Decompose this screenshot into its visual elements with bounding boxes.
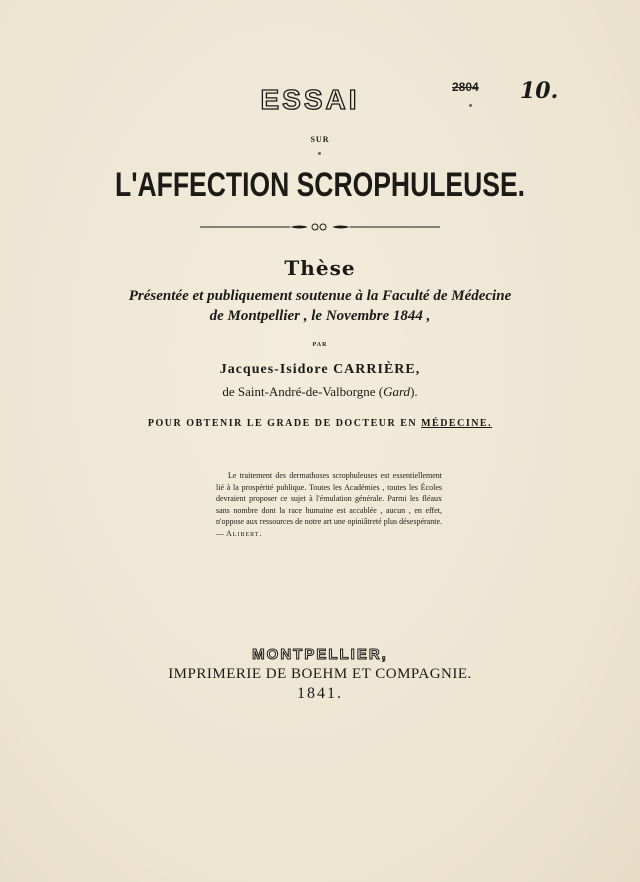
purpose-prefix: POUR OBTENIR LE GRADE DE DOCTEUR EN xyxy=(147,418,422,429)
sur-label: SUR xyxy=(310,135,330,144)
presentation-line-2: de Montpellier , le Novembre 1844 , xyxy=(209,308,431,324)
author-origin xyxy=(0,384,640,400)
epigraph-signature: Alibert. xyxy=(226,528,263,538)
ink-dot xyxy=(318,152,321,155)
archive-number: 10. xyxy=(520,78,559,104)
author-name: Jacques-Isidore CARRIÈRE, xyxy=(219,362,421,377)
main-title: L'AFFECTION SCROPHULEUSE. xyxy=(114,166,526,204)
these-heading: Thèse xyxy=(284,256,356,280)
essai-heading: ESSAI xyxy=(260,84,360,115)
imprint-year: 1841. xyxy=(297,685,343,702)
epigraph xyxy=(216,470,442,539)
par-label: PAR xyxy=(312,342,328,348)
degree-purpose xyxy=(95,418,545,429)
imprint-printer: IMPRIMERIE DE BOEHM ET COMPAGNIE. xyxy=(168,666,472,682)
presentation-text xyxy=(0,286,640,326)
imprint-city: MONTPELLIER, xyxy=(252,646,388,663)
purpose-underlined: MÉDECINE. xyxy=(421,418,493,429)
archive-mark: 2804 xyxy=(452,80,479,94)
presentation-line-1: Présentée et publiquement soutenue à la Faculté de Médecine xyxy=(128,288,512,304)
origin-suffix: ). xyxy=(410,384,418,399)
origin-prefix: de Saint-André-de-Valborgne ( xyxy=(222,384,384,399)
origin-department: Gard xyxy=(383,384,411,399)
ink-dot xyxy=(469,104,472,107)
ornament-divider xyxy=(200,222,440,232)
epigraph-text: Le traitement des dermathoses scrophuleuses est essentiellement lié à la prospérité publique. Toutes les Académies , toutes les Écoles devraient proposer ce sujet à l'émulation générale. Parmi les fléaux sans nombre dont la race humaine est accablée , aucun , en effet, n'oppose aux ressources de notre art une opiniâtreté plus désespérante. — xyxy=(216,471,442,538)
